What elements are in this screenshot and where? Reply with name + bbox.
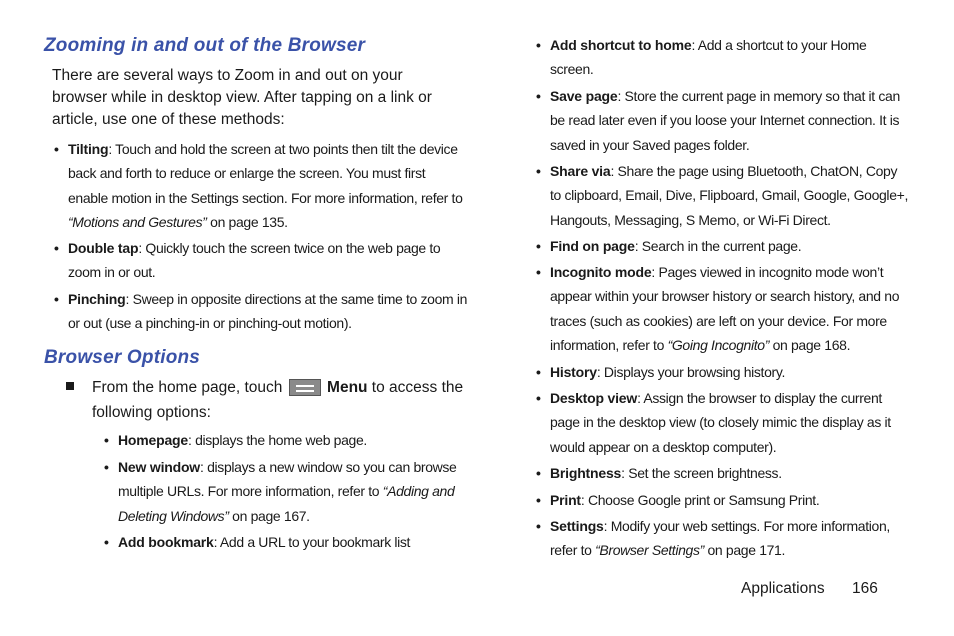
item-desc: : Displays your browsing history.	[596, 364, 785, 380]
bullet: •	[536, 163, 541, 179]
item-term: Brightness	[550, 465, 622, 481]
item-tail: on page 171.	[703, 542, 786, 559]
bullet: •	[536, 238, 541, 254]
bullet: •	[54, 141, 59, 157]
bullet: •	[536, 518, 541, 534]
bullet: •	[104, 432, 109, 448]
item-desc: : Set the screen brightness.	[621, 465, 782, 481]
item-desc: : Store the current page in memory so that it can be read later even if you loose your Internet connection. It is saved in your Saved pages folder.	[550, 88, 900, 153]
bullet: •	[536, 364, 541, 380]
list-item	[536, 260, 910, 357]
item-term: Tilting	[68, 141, 109, 157]
options-heading: Browser Options	[44, 347, 201, 368]
bullet: •	[104, 459, 109, 475]
item-desc: : Sweep in opposite directions at the same time to zoom in or out (use a pinching-in or pinching-out motion).	[68, 291, 468, 332]
list-item	[54, 236, 468, 285]
step-text-tail: to access the following options:	[92, 379, 464, 421]
item-desc: : Touch and hold the screen at two points then tilt the device back and forth to reduce or enlarge the screen. You must first enable motion in the Settings section. For more information, refer to	[68, 141, 463, 206]
list-item	[536, 33, 910, 82]
list-item	[54, 287, 468, 336]
list-item	[104, 530, 458, 554]
item-term: Settings	[550, 518, 604, 534]
item-desc: : displays the home web page.	[187, 432, 367, 448]
cross-reference-link[interactable]: “Motions and Gestures”	[68, 213, 207, 230]
item-desc: : displays a new window so you can browse multiple URLs. For more information, refer to	[118, 459, 457, 500]
item-term: Pinching	[68, 291, 126, 307]
bullet: •	[536, 390, 541, 406]
list-item	[54, 137, 468, 234]
item-term: Add shortcut to home	[550, 37, 692, 53]
footer-section: Applications	[741, 580, 825, 597]
item-term: Add bookmark	[118, 534, 214, 550]
item-desc: : Add a URL to your bookmark list	[213, 534, 411, 550]
list-item	[536, 488, 910, 512]
item-term: Desktop view	[550, 390, 638, 406]
page-number: 166	[852, 580, 878, 597]
item-desc: : Share the page using Bluetooth, ChatON, Copy to clipboard, Email, Dive, Flipboard, Gmail, Google, Google+, Hangouts, Messaging, S Memo, or Wi-Fi Direct.	[550, 163, 908, 228]
list-item	[104, 455, 458, 528]
item-term: Save page	[550, 88, 618, 104]
bullet: •	[54, 240, 59, 256]
item-desc: : Pages viewed in incognito mode won’t appear within your browser history or search history, and no traces (such as cookies) are left on your device. For more information, refer to	[550, 264, 900, 353]
list-item	[536, 514, 910, 563]
list-item	[104, 428, 458, 452]
item-term: Homepage	[118, 432, 188, 448]
menu-label: Menu	[327, 379, 368, 396]
step-bullet	[66, 382, 74, 390]
item-term: Print	[550, 492, 581, 508]
item-term: Find on page	[550, 238, 635, 254]
step-text: From the home page, touch	[92, 379, 287, 396]
item-tail: on page 135.	[206, 213, 288, 230]
options-step	[66, 375, 466, 425]
item-tail: on page 168.	[769, 336, 851, 353]
item-term: Double tap	[68, 240, 139, 256]
list-item	[536, 461, 910, 485]
cross-reference-link[interactable]: “Going Incognito”	[667, 336, 770, 353]
item-desc: : Search in the current page.	[634, 238, 802, 254]
list-item	[536, 84, 910, 157]
item-tail: on page 167.	[228, 507, 310, 524]
bullet: •	[536, 264, 541, 280]
menu-icon	[289, 379, 321, 396]
item-term: Incognito mode	[550, 264, 652, 280]
cross-reference-link[interactable]: “Adding and Deleting Windows”	[118, 483, 455, 524]
item-term: Share via	[550, 163, 611, 179]
bullet: •	[536, 37, 541, 53]
list-item	[536, 234, 910, 258]
item-desc: : Quickly touch the screen twice on the web page to zoom in or out.	[68, 240, 441, 281]
item-term: History	[550, 364, 597, 380]
zoom-intro: There are several ways to Zoom in and out on your browser while in desktop view. After tapping on a link or article, use one of these methods:	[52, 67, 432, 128]
bullet: •	[536, 492, 541, 508]
list-item	[536, 386, 910, 459]
bullet: •	[536, 465, 541, 481]
item-desc: : Modify your web settings. For more information, refer to	[550, 518, 890, 559]
item-desc: : Assign the browser to display the current page in the desktop view (to closely mimic the display as it would appear on a desktop computer).	[550, 390, 891, 455]
list-item	[536, 360, 910, 384]
item-desc: : Add a shortcut to your Home screen.	[550, 37, 867, 78]
item-term: New window	[118, 459, 201, 475]
cross-reference-link[interactable]: “Browser Settings”	[595, 542, 704, 559]
item-desc: : Choose Google print or Samsung Print.	[580, 492, 820, 508]
zoom-heading: Zooming in and out of the Browser	[44, 35, 366, 56]
list-item	[536, 159, 910, 232]
bullet: •	[536, 88, 541, 104]
bullet: •	[54, 291, 59, 307]
bullet: •	[104, 534, 109, 550]
